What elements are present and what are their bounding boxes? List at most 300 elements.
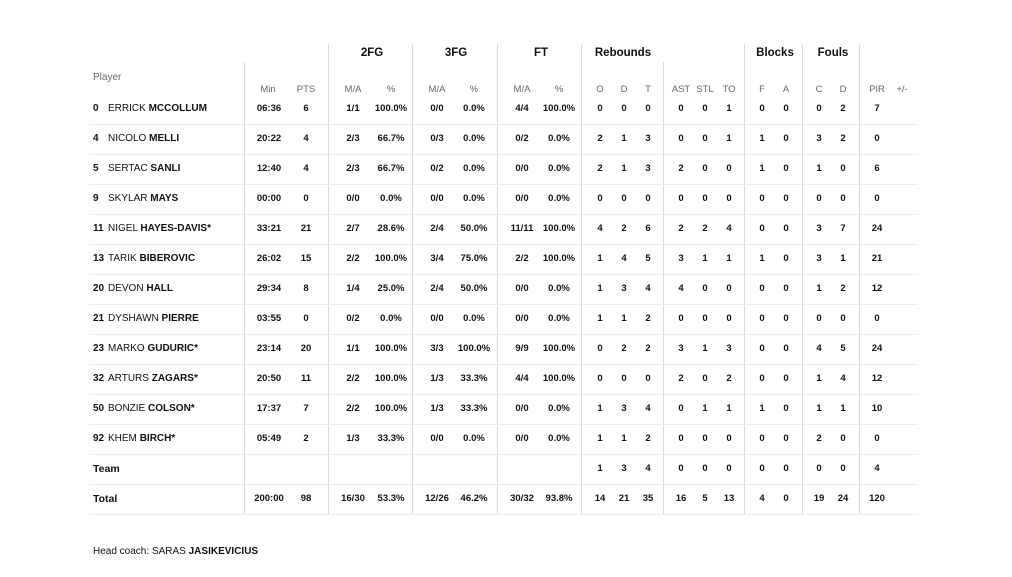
player-3fg-ma: 2/4 bbox=[430, 283, 444, 294]
head-coach bbox=[93, 546, 258, 557]
player-blocks-f: 0 bbox=[759, 193, 765, 204]
player-number: 32 bbox=[93, 373, 105, 384]
player-name[interactable] bbox=[108, 214, 211, 244]
player-3fg-pct: 33.3% bbox=[460, 373, 488, 384]
player-pts: 2 bbox=[303, 433, 309, 444]
player-reb-d: 2 bbox=[621, 223, 627, 234]
player-2fg-ma: 2/2 bbox=[346, 253, 360, 264]
player-reb-d: 1 bbox=[621, 313, 627, 324]
player-ft-pct: 100.0% bbox=[542, 223, 576, 234]
player-fouls-d: 2 bbox=[840, 133, 846, 144]
team-fouls-d: 0 bbox=[840, 463, 846, 474]
player-reb-o: 4 bbox=[597, 223, 603, 234]
player-fouls-d: 0 bbox=[840, 193, 846, 204]
player-pir: 6 bbox=[874, 163, 880, 174]
player-plus-minus bbox=[890, 274, 914, 304]
player-3fg-pct: 0.0% bbox=[463, 313, 485, 324]
player-first-name: ERRICK bbox=[108, 103, 146, 114]
player-ast: 3 bbox=[678, 343, 684, 354]
player-ft-ma: 9/9 bbox=[515, 343, 529, 354]
player-name[interactable] bbox=[108, 244, 195, 274]
total-reb-d: 21 bbox=[618, 493, 630, 504]
player-blocks-a: 0 bbox=[783, 193, 789, 204]
player-2fg-ma: 1/1 bbox=[346, 343, 360, 354]
player-pir: 0 bbox=[874, 193, 880, 204]
player-last-name: PIERRE bbox=[161, 313, 199, 324]
player-to: 4 bbox=[726, 223, 732, 234]
player-ast: 0 bbox=[678, 193, 684, 204]
total-row bbox=[89, 484, 918, 515]
player-ast: 0 bbox=[678, 133, 684, 144]
player-ft-pct: 100.0% bbox=[542, 253, 576, 264]
header-pir: PIR bbox=[869, 84, 885, 95]
player-min: 17:37 bbox=[256, 403, 282, 414]
player-row bbox=[89, 94, 918, 125]
header-ast: AST bbox=[671, 84, 691, 95]
player-reb-t: 2 bbox=[645, 313, 651, 324]
player-name[interactable] bbox=[108, 124, 179, 154]
team-row bbox=[89, 454, 918, 485]
player-3fg-pct: 33.3% bbox=[460, 403, 488, 414]
player-reb-o: 1 bbox=[597, 253, 603, 264]
player-number: 20 bbox=[93, 283, 105, 294]
player-pts: 0 bbox=[303, 193, 309, 204]
player-row bbox=[89, 274, 918, 305]
player-min: 20:50 bbox=[256, 373, 282, 384]
player-3fg-pct: 0.0% bbox=[463, 433, 485, 444]
player-plus-minus bbox=[890, 334, 914, 364]
player-reb-d: 0 bbox=[621, 193, 627, 204]
player-fouls-d: 1 bbox=[840, 253, 846, 264]
player-3fg-ma: 0/0 bbox=[430, 103, 444, 114]
player-2fg-ma: 0/0 bbox=[346, 193, 360, 204]
player-3fg-ma: 2/4 bbox=[430, 223, 444, 234]
player-number: 50 bbox=[93, 403, 105, 414]
player-ft-pct: 100.0% bbox=[542, 343, 576, 354]
player-pts: 6 bbox=[303, 103, 309, 114]
player-first-name: ARTURS bbox=[108, 373, 149, 384]
player-2fg-pct: 0.0% bbox=[380, 313, 402, 324]
header-pts: PTS bbox=[296, 84, 316, 95]
player-pir: 0 bbox=[874, 433, 880, 444]
player-last-name: ZAGARS* bbox=[151, 373, 198, 384]
player-blocks-a: 0 bbox=[783, 253, 789, 264]
header-reb-t: T bbox=[645, 84, 651, 95]
player-2fg-pct: 66.7% bbox=[377, 163, 405, 174]
header-blocks-a: A bbox=[782, 84, 790, 95]
player-ast: 0 bbox=[678, 403, 684, 414]
player-number: 4 bbox=[93, 133, 99, 144]
player-pir: 0 bbox=[874, 313, 880, 324]
player-blocks-a: 0 bbox=[783, 373, 789, 384]
total-fouls-c: 19 bbox=[813, 493, 825, 504]
team-blocks-f: 0 bbox=[759, 463, 765, 474]
total-blocks-a: 0 bbox=[783, 493, 789, 504]
player-pts: 4 bbox=[303, 163, 309, 174]
player-ast: 2 bbox=[678, 163, 684, 174]
player-row bbox=[89, 304, 918, 335]
player-ft-ma: 0/0 bbox=[515, 163, 529, 174]
player-fouls-d: 7 bbox=[840, 223, 846, 234]
player-3fg-pct: 0.0% bbox=[463, 133, 485, 144]
player-stl: 1 bbox=[702, 253, 708, 264]
player-3fg-ma: 1/3 bbox=[430, 373, 444, 384]
player-blocks-f: 1 bbox=[759, 163, 765, 174]
player-fouls-c: 0 bbox=[816, 103, 822, 114]
player-row bbox=[89, 334, 918, 365]
player-reb-t: 3 bbox=[645, 163, 651, 174]
player-reb-d: 1 bbox=[621, 163, 627, 174]
player-reb-t: 0 bbox=[645, 193, 651, 204]
group-header-fouls: Fouls bbox=[817, 47, 849, 59]
player-name[interactable] bbox=[108, 274, 173, 304]
total-min: 200:00 bbox=[254, 493, 284, 504]
header-fouls-c: C bbox=[815, 84, 823, 95]
player-blocks-a: 0 bbox=[783, 283, 789, 294]
player-3fg-ma: 0/0 bbox=[430, 313, 444, 324]
player-2fg-ma: 2/7 bbox=[346, 223, 360, 234]
player-reb-d: 3 bbox=[621, 403, 627, 414]
player-ft-pct: 0.0% bbox=[548, 163, 570, 174]
player-reb-t: 3 bbox=[645, 133, 651, 144]
player-blocks-f: 0 bbox=[759, 433, 765, 444]
player-pir: 12 bbox=[871, 373, 883, 384]
total-pir: 120 bbox=[869, 493, 885, 504]
total-ft-pct: 93.8% bbox=[545, 493, 573, 504]
player-reb-d: 0 bbox=[621, 103, 627, 114]
player-first-name: DEVON bbox=[108, 283, 144, 294]
player-reb-t: 2 bbox=[645, 343, 651, 354]
head-coach-last-name: JASIKEVICIUS bbox=[188, 546, 259, 557]
player-stl: 0 bbox=[702, 133, 708, 144]
player-name[interactable] bbox=[108, 154, 180, 184]
player-3fg-ma: 3/3 bbox=[430, 343, 444, 354]
player-pir: 21 bbox=[871, 253, 883, 264]
player-reb-d: 4 bbox=[621, 253, 627, 264]
total-3fg-pct: 46.2% bbox=[460, 493, 488, 504]
player-2fg-pct: 100.0% bbox=[374, 253, 408, 264]
player-min: 29:34 bbox=[256, 283, 282, 294]
player-plus-minus bbox=[890, 394, 914, 424]
player-blocks-a: 0 bbox=[783, 403, 789, 414]
player-plus-minus bbox=[890, 184, 914, 214]
player-fouls-d: 2 bbox=[840, 103, 846, 114]
player-3fg-pct: 0.0% bbox=[463, 103, 485, 114]
player-plus-minus bbox=[890, 124, 914, 154]
player-fouls-c: 3 bbox=[816, 253, 822, 264]
header-to: TO bbox=[722, 84, 736, 95]
header-stl: STL bbox=[696, 84, 714, 95]
player-reb-o: 1 bbox=[597, 403, 603, 414]
player-ft-pct: 0.0% bbox=[548, 433, 570, 444]
player-2fg-pct: 33.3% bbox=[377, 433, 405, 444]
player-blocks-f: 0 bbox=[759, 103, 765, 114]
player-blocks-f: 0 bbox=[759, 223, 765, 234]
player-2fg-ma: 1/4 bbox=[346, 283, 360, 294]
group-header-2fg: 2FG bbox=[360, 47, 384, 59]
header-blocks-f: F bbox=[759, 84, 765, 95]
player-reb-d: 0 bbox=[621, 373, 627, 384]
player-column-header: Player bbox=[93, 72, 122, 83]
team-blocks-a: 0 bbox=[783, 463, 789, 474]
player-pts: 21 bbox=[300, 223, 312, 234]
player-name[interactable] bbox=[108, 394, 195, 424]
player-first-name: TARIK bbox=[108, 253, 137, 264]
player-number: 0 bbox=[93, 103, 99, 114]
player-reb-o: 1 bbox=[597, 283, 603, 294]
player-ft-ma: 0/0 bbox=[515, 403, 529, 414]
player-stl: 0 bbox=[702, 193, 708, 204]
player-to: 2 bbox=[726, 373, 732, 384]
player-2fg-pct: 25.0% bbox=[377, 283, 405, 294]
player-pir: 24 bbox=[871, 223, 883, 234]
player-3fg-ma: 0/2 bbox=[430, 163, 444, 174]
player-plus-minus bbox=[890, 244, 914, 274]
player-3fg-pct: 0.0% bbox=[463, 163, 485, 174]
player-fouls-c: 3 bbox=[816, 223, 822, 234]
player-row bbox=[89, 154, 918, 185]
player-fouls-c: 4 bbox=[816, 343, 822, 354]
total-blocks-f: 4 bbox=[759, 493, 765, 504]
player-blocks-a: 0 bbox=[783, 313, 789, 324]
player-first-name: SKYLAR bbox=[108, 193, 148, 204]
player-ast: 0 bbox=[678, 313, 684, 324]
team-ast: 0 bbox=[678, 463, 684, 474]
player-3fg-ma: 1/3 bbox=[430, 403, 444, 414]
player-ft-ma: 0/0 bbox=[515, 433, 529, 444]
player-ft-pct: 0.0% bbox=[548, 403, 570, 414]
player-ft-ma: 4/4 bbox=[515, 373, 529, 384]
player-stl: 0 bbox=[702, 433, 708, 444]
player-name[interactable] bbox=[108, 94, 207, 124]
team-label: Team bbox=[93, 463, 120, 475]
player-to: 1 bbox=[726, 133, 732, 144]
total-2fg-ma: 16/30 bbox=[341, 493, 365, 504]
player-number: 21 bbox=[93, 313, 105, 324]
player-ast: 4 bbox=[678, 283, 684, 294]
player-3fg-ma: 3/4 bbox=[430, 253, 444, 264]
player-fouls-d: 2 bbox=[840, 283, 846, 294]
player-min: 06:36 bbox=[256, 103, 282, 114]
player-blocks-f: 0 bbox=[759, 313, 765, 324]
player-reb-t: 5 bbox=[645, 253, 651, 264]
player-to: 0 bbox=[726, 433, 732, 444]
player-min: 00:00 bbox=[256, 193, 282, 204]
player-name[interactable] bbox=[108, 364, 198, 394]
player-fouls-d: 0 bbox=[840, 313, 846, 324]
player-3fg-pct: 50.0% bbox=[460, 223, 488, 234]
player-reb-d: 1 bbox=[621, 133, 627, 144]
player-3fg-pct: 0.0% bbox=[463, 193, 485, 204]
player-fouls-d: 0 bbox=[840, 433, 846, 444]
player-last-name: HAYES-DAVIS* bbox=[140, 223, 211, 234]
player-plus-minus bbox=[890, 304, 914, 334]
player-blocks-f: 0 bbox=[759, 343, 765, 354]
player-blocks-f: 1 bbox=[759, 133, 765, 144]
player-name[interactable] bbox=[108, 184, 178, 214]
player-pts: 20 bbox=[300, 343, 312, 354]
player-row bbox=[89, 424, 918, 455]
player-name[interactable] bbox=[108, 334, 198, 364]
header-plus-minus: +/- bbox=[896, 84, 908, 95]
player-last-name: MELLI bbox=[149, 133, 180, 144]
player-reb-d: 2 bbox=[621, 343, 627, 354]
player-blocks-f: 1 bbox=[759, 253, 765, 264]
player-plus-minus bbox=[890, 94, 914, 124]
player-ast: 3 bbox=[678, 253, 684, 264]
player-3fg-ma: 0/3 bbox=[430, 133, 444, 144]
player-min: 23:14 bbox=[256, 343, 282, 354]
player-min: 33:21 bbox=[256, 223, 282, 234]
header-reb-d: D bbox=[620, 84, 628, 95]
player-fouls-d: 0 bbox=[840, 163, 846, 174]
player-stl: 0 bbox=[702, 373, 708, 384]
player-blocks-a: 0 bbox=[783, 103, 789, 114]
player-to: 3 bbox=[726, 343, 732, 354]
player-to: 0 bbox=[726, 283, 732, 294]
player-first-name: KHEM bbox=[108, 433, 137, 444]
player-first-name: MARKO bbox=[108, 343, 145, 354]
player-plus-minus bbox=[890, 214, 914, 244]
player-2fg-ma: 0/2 bbox=[346, 313, 360, 324]
player-ft-pct: 100.0% bbox=[542, 103, 576, 114]
player-reb-t: 4 bbox=[645, 283, 651, 294]
player-row bbox=[89, 244, 918, 275]
player-stl: 0 bbox=[702, 103, 708, 114]
player-stl: 2 bbox=[702, 223, 708, 234]
header-3fg-pct: % bbox=[469, 84, 479, 95]
player-2fg-pct: 66.7% bbox=[377, 133, 405, 144]
team-pir: 4 bbox=[874, 463, 880, 474]
header-ft-pct: % bbox=[554, 84, 564, 95]
player-last-name: BIRCH* bbox=[139, 433, 176, 444]
player-reb-d: 1 bbox=[621, 433, 627, 444]
head-coach-label: Head coach: bbox=[93, 546, 150, 557]
total-2fg-pct: 53.3% bbox=[377, 493, 405, 504]
player-fouls-c: 2 bbox=[816, 433, 822, 444]
player-reb-o: 1 bbox=[597, 313, 603, 324]
player-fouls-c: 3 bbox=[816, 133, 822, 144]
player-number: 11 bbox=[93, 223, 104, 234]
header-ft-ma: M/A bbox=[513, 84, 531, 95]
player-name[interactable] bbox=[108, 424, 175, 454]
player-ft-ma: 0/0 bbox=[515, 283, 529, 294]
player-ft-ma: 4/4 bbox=[515, 103, 529, 114]
player-first-name: NICOLO bbox=[108, 133, 147, 144]
player-ast: 0 bbox=[678, 433, 684, 444]
player-2fg-ma: 2/3 bbox=[346, 163, 360, 174]
player-blocks-a: 0 bbox=[783, 163, 789, 174]
player-stl: 0 bbox=[702, 283, 708, 294]
player-min: 05:49 bbox=[256, 433, 282, 444]
player-row bbox=[89, 394, 918, 425]
total-pts: 98 bbox=[300, 493, 312, 504]
player-pir: 7 bbox=[874, 103, 880, 114]
player-reb-o: 2 bbox=[597, 163, 603, 174]
player-ft-pct: 0.0% bbox=[548, 133, 570, 144]
player-2fg-pct: 100.0% bbox=[374, 343, 408, 354]
player-first-name: BONZIE bbox=[108, 403, 146, 414]
group-header-ft: FT bbox=[533, 47, 549, 59]
player-pts: 11 bbox=[300, 373, 312, 384]
player-blocks-f: 0 bbox=[759, 283, 765, 294]
player-2fg-ma: 2/3 bbox=[346, 133, 360, 144]
player-2fg-pct: 100.0% bbox=[374, 373, 408, 384]
player-ft-ma: 0/0 bbox=[515, 193, 529, 204]
total-ft-ma: 30/32 bbox=[510, 493, 534, 504]
group-header-rebounds: Rebounds bbox=[594, 47, 652, 59]
player-2fg-pct: 100.0% bbox=[374, 403, 408, 414]
player-last-name: BIBEROVIC bbox=[139, 253, 196, 264]
team-reb-o: 1 bbox=[597, 463, 603, 474]
player-ft-pct: 0.0% bbox=[548, 283, 570, 294]
player-2fg-ma: 1/3 bbox=[346, 433, 360, 444]
player-stl: 1 bbox=[702, 343, 708, 354]
player-plus-minus bbox=[890, 364, 914, 394]
player-to: 1 bbox=[726, 403, 732, 414]
player-pir: 0 bbox=[874, 133, 880, 144]
header-reb-o: O bbox=[596, 84, 604, 95]
player-number: 92 bbox=[93, 433, 105, 444]
player-pts: 7 bbox=[303, 403, 309, 414]
player-blocks-f: 0 bbox=[759, 373, 765, 384]
player-reb-t: 4 bbox=[645, 403, 651, 414]
player-fouls-d: 4 bbox=[840, 373, 846, 384]
player-ft-ma: 0/0 bbox=[515, 313, 529, 324]
player-first-name: NIGEL bbox=[108, 223, 138, 234]
player-blocks-a: 0 bbox=[783, 433, 789, 444]
player-reb-t: 0 bbox=[645, 373, 651, 384]
player-row bbox=[89, 184, 918, 215]
player-min: 12:40 bbox=[256, 163, 282, 174]
player-to: 1 bbox=[726, 253, 732, 264]
player-pts: 15 bbox=[300, 253, 312, 264]
player-fouls-c: 1 bbox=[816, 283, 822, 294]
player-ast: 2 bbox=[678, 223, 684, 234]
player-ft-pct: 0.0% bbox=[548, 313, 570, 324]
player-reb-t: 2 bbox=[645, 433, 651, 444]
player-first-name: DYSHAWN bbox=[108, 313, 159, 324]
player-3fg-pct: 50.0% bbox=[460, 283, 488, 294]
player-last-name: MAYS bbox=[150, 193, 179, 204]
team-reb-d: 3 bbox=[621, 463, 627, 474]
player-2fg-pct: 0.0% bbox=[380, 193, 402, 204]
player-blocks-a: 0 bbox=[783, 343, 789, 354]
player-reb-o: 0 bbox=[597, 193, 603, 204]
player-ast: 0 bbox=[678, 103, 684, 114]
player-blocks-a: 0 bbox=[783, 223, 789, 234]
player-2fg-pct: 100.0% bbox=[374, 103, 408, 114]
player-stl: 0 bbox=[702, 313, 708, 324]
player-ast: 2 bbox=[678, 373, 684, 384]
team-stl: 0 bbox=[702, 463, 708, 474]
total-to: 13 bbox=[723, 493, 735, 504]
player-fouls-c: 1 bbox=[816, 373, 822, 384]
player-pir: 12 bbox=[871, 283, 883, 294]
player-name[interactable] bbox=[108, 304, 199, 334]
player-first-name: SERTAC bbox=[108, 163, 148, 174]
player-blocks-a: 0 bbox=[783, 133, 789, 144]
player-fouls-c: 0 bbox=[816, 193, 822, 204]
player-last-name: COLSON* bbox=[148, 403, 195, 414]
player-ft-ma: 0/2 bbox=[515, 133, 529, 144]
player-2fg-ma: 1/1 bbox=[346, 103, 360, 114]
player-row bbox=[89, 124, 918, 155]
total-reb-o: 14 bbox=[594, 493, 606, 504]
player-last-name: GUDURIC* bbox=[147, 343, 199, 354]
player-to: 1 bbox=[726, 103, 732, 114]
player-number: 23 bbox=[93, 343, 105, 354]
